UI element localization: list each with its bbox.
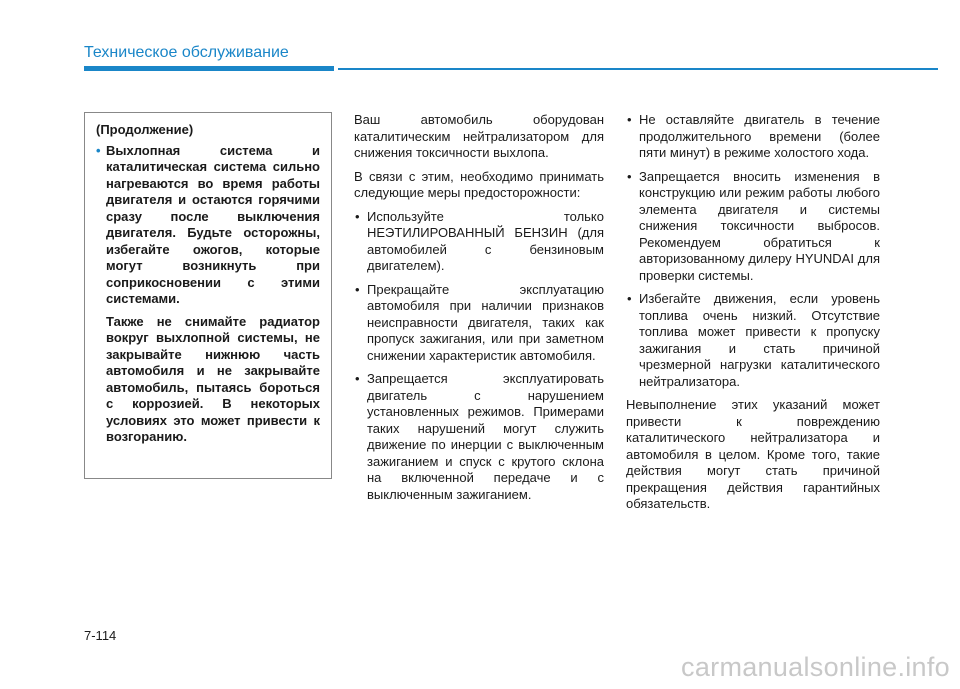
header-rule-thick: [84, 66, 334, 71]
warning-bullet-text: Выхлопная система и каталитическая система сильно нагреваются во время работы двигателя и остаются горячими сразу после выключения двигателя. Будьте осторожны, избегайте ожогов, которые могут возникнуть при соприкосновении с этими системами.: [106, 142, 320, 306]
list-item: • Избегайте движения, если уровень топлива очень низкий. Отсутствие топлива может привести к пропуску зажигания и стать причиной чрезмерной нагрузки каталитического нейтрализатора.: [627, 291, 880, 389]
watermark: carmanualsonline.info: [681, 652, 950, 682]
list-item: • Запрещается эксплуатировать двигатель с нарушением установленных режимов. Примерами таких нарушений могут служить движение по инерции с выключенным зажиганием и спуск с крутого склона на включенной передаче и с выключенным зажиганием.: [355, 371, 604, 502]
list-item: • Запрещается вносить изменения в конструкцию или режим работы любого элемента двигателя и системы снижения токсичности выбросов. Рекомендуем обратиться к авторизованному дилеру HYUNDAI для проверки системы.: [627, 168, 880, 283]
bullet-icon: •: [96, 142, 101, 158]
warning-box: [84, 112, 332, 479]
warning-paragraph: Также не снимайте радиатор вокруг выхлопной системы, не закрывайте нижнюю часть автомобиля и не закрывайте автомобиль, пытаясь бороться с коррозией. В некоторых условиях это может привести к возгоранию.: [106, 313, 320, 444]
page-number: 7-114: [84, 628, 117, 643]
bullet-icon: •: [627, 168, 632, 184]
bullet-icon: •: [355, 371, 360, 386]
list-item: • Прекращайте эксплуатацию автомобиля при наличии признаков неисправности двигателя, таких как пропуск зажигания, или при заметном снижении характеристик автомобиля.: [355, 281, 604, 363]
paragraph: В связи с этим, необходимо принимать следующие меры предосторожности:: [354, 168, 604, 200]
paragraph: Ваш автомобиль оборудован каталитическим нейтрализатором для снижения токсичности выхлопа.: [354, 112, 604, 160]
list-item: • Используйте только НЕЭТИЛИРОВАННЫЙ БЕНЗИН (для автомобилей с бензиновым двигателем).: [355, 208, 604, 273]
section-title: Техническое обслуживание: [84, 44, 289, 61]
bullet-icon: •: [355, 281, 360, 297]
header-rule-thin: [338, 68, 938, 70]
bullet-icon: •: [355, 208, 360, 224]
bullet-icon: •: [627, 112, 632, 127]
text-column-2: [626, 112, 880, 520]
list-item: • Не оставляйте двигатель в течение продолжительного времени (более пяти минут) в режиме холостого хода.: [627, 112, 880, 160]
paragraph: Невыполнение этих указаний может привести к повреждению каталитического нейтрализатора и автомобиля в целом. Кроме того, такие действия могут стать причиной прекращения действия гарантийных обязательств.: [626, 397, 880, 511]
warning-heading: (Продолжение): [96, 122, 194, 137]
warning-bullet: [96, 143, 320, 308]
bullet-icon: •: [627, 291, 632, 306]
text-column-1: [354, 112, 604, 510]
